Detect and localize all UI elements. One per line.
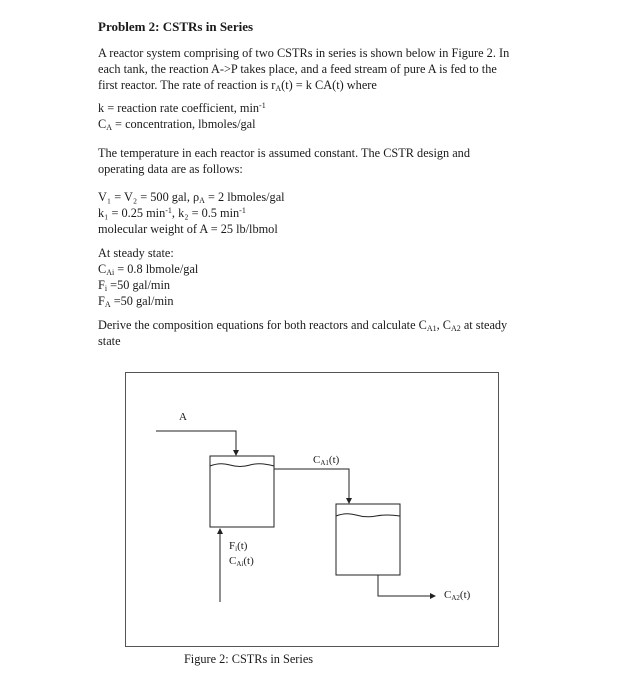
subscript: Ai [236,560,244,568]
steady-fa [98,294,174,308]
fi-label [229,540,247,552]
figure-caption: Figure 2: CSTRs in Series [183,652,314,666]
subscript: A [275,84,282,93]
figure-frame [125,372,499,647]
steady-fi [98,278,170,292]
subscript: A [104,300,111,309]
ca2-label [444,589,470,601]
task-text: , C [436,318,451,332]
task-text: at steady [460,318,508,332]
cai-label [229,555,254,567]
task-line-2: state [98,334,121,348]
label-text: (t) [237,540,248,552]
value: =50 gal/min [107,278,171,292]
value: = 0.8 lbmole/gal [114,262,199,276]
subscript: A1 [320,459,329,467]
intro-line-1: A reactor system comprising of two CSTRs in series is shown below in Figure 2. In [98,46,510,60]
temperature-line-1: The temperature in each reactor is assumed constant. The CSTR design and [98,146,470,160]
feed-stream-line [156,431,236,455]
design-text: k₁ = 0.25 min [98,206,166,220]
problem-title: Problem 2: CSTRs in Series [98,19,254,34]
definition-text: k = reaction rate coefficient, min [98,101,260,115]
superscript: -1 [259,101,266,110]
design-line-2 [98,206,246,220]
tank-1-outlet-line [274,469,349,503]
task-text: Derive the composition equations for both reactors and calculate C [98,318,427,332]
symbol: C [313,454,321,466]
intro-text: first reactor. The rate of reaction is r [98,78,276,92]
subscript: A2 [450,324,461,333]
symbol: F [98,278,105,292]
design-text: = 2 lbmoles/gal [204,190,285,204]
feed-label: A [179,411,187,423]
intro-line-3 [98,78,377,92]
label-text: (t) [328,454,340,466]
design-line-3: molecular weight of A = 25 lb/lbmol [98,222,278,236]
subscript: i [235,545,238,553]
subscript: A [106,123,112,132]
value: =50 gal/min [110,294,174,308]
definition-text: = concentration, lbmoles/gal [111,117,256,131]
label-text: (t) [243,555,254,567]
design-text: V₁ = V₂ = 500 gal, ρ [98,190,200,204]
ca1-label [313,454,339,466]
definition-ca [98,117,256,131]
tank-2-outlet-line [378,575,435,596]
symbol: F [98,294,105,308]
definition-k [98,101,266,115]
tank-2-liquid-level [336,514,400,517]
superscript: -1 [239,206,246,215]
superscript: -1 [165,206,172,215]
symbol: C [444,589,452,601]
subscript: A [199,196,205,205]
design-line-1 [98,190,285,204]
subscript: A1 [426,324,437,333]
symbol: F [229,540,236,552]
symbol: C [98,117,107,131]
temperature-line-2: operating data are as follows: [98,162,243,176]
steady-heading: At steady state: [98,246,174,260]
subscript: i [104,284,108,293]
task-line-1 [98,318,507,332]
design-text: , k₂ = 0.5 min [171,206,240,220]
label-text: (t) [459,589,471,601]
symbol: C [98,262,107,276]
subscript: Ai [106,268,115,277]
subscript: A2 [451,594,460,602]
steady-cai [98,262,198,276]
tank-1-liquid-level [210,464,274,467]
intro-text: (t) = k CA(t) where [281,78,377,92]
intro-line-2: each tank, the reaction A->P takes place, and a feed stream of pure A is fed to the [98,62,497,76]
symbol: C [229,555,237,567]
